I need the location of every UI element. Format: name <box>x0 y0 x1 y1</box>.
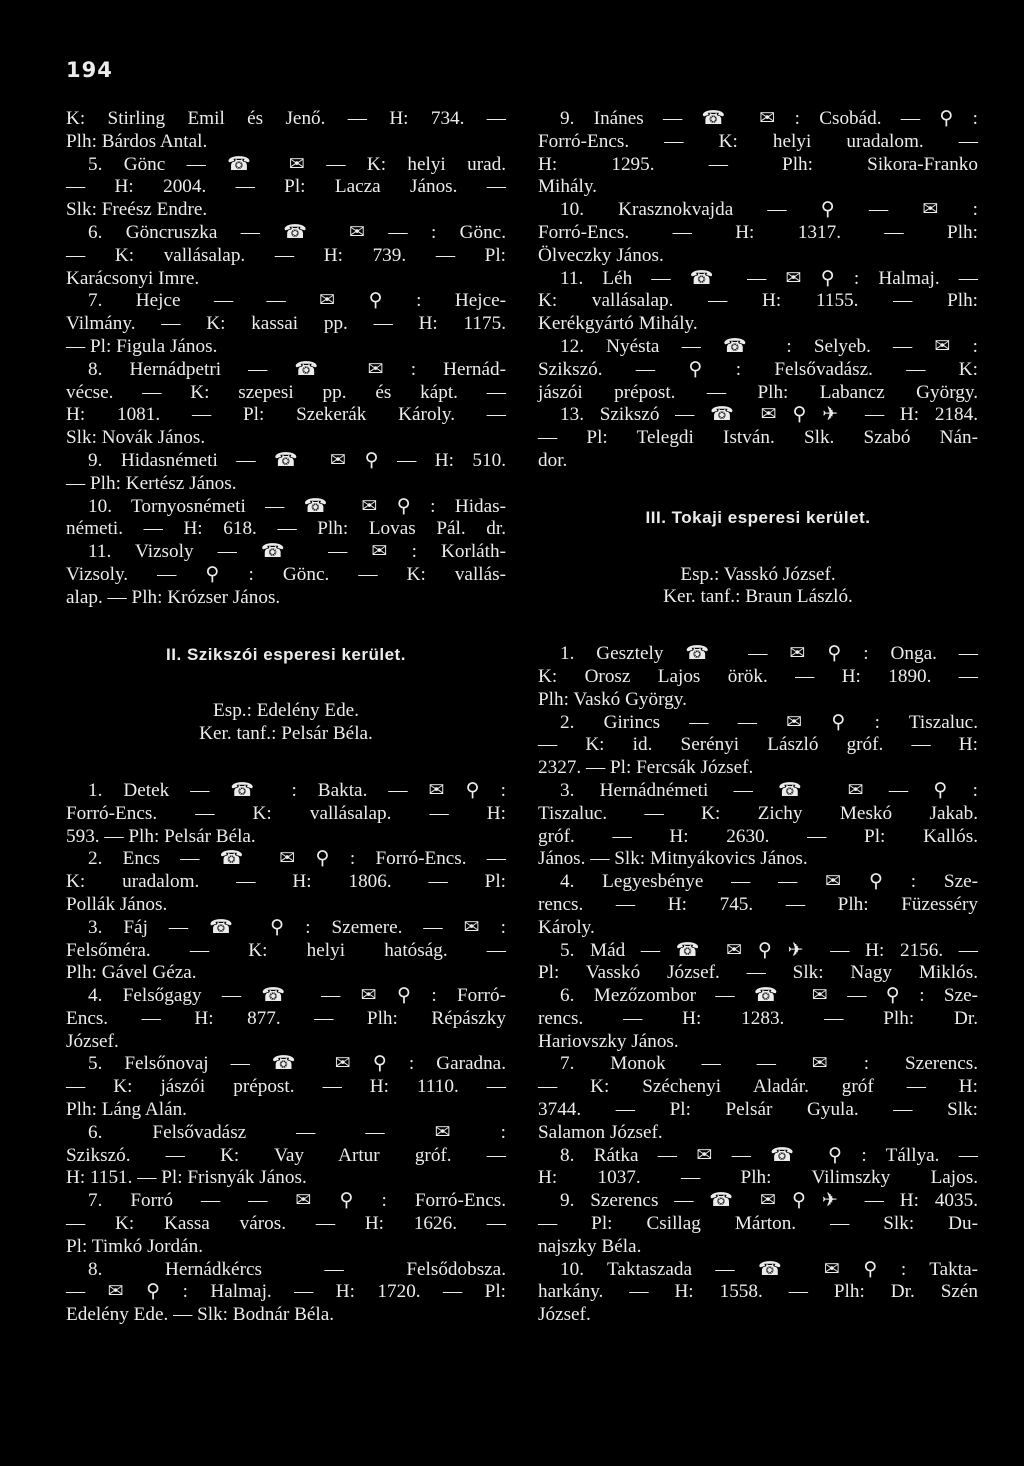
text-line: — ✉ ⚲ : Halmaj. — H: 1720. — Pl: <box>66 1281 506 1303</box>
text-line: H: 1295. — Plh: Sikora-Franko <box>538 153 978 175</box>
text-line: — K: Kassa város. — H: 1626. — <box>66 1213 506 1235</box>
line-spacer <box>66 746 506 780</box>
text-line: 7. Forró — — ✉ ⚲ : Forró-Encs. <box>88 1190 506 1212</box>
text-line: — K: vallásalap. — H: 739. — Pl: <box>66 244 506 266</box>
text-line: 2. Girincs — — ✉ ⚲ : Tiszaluc. <box>560 711 978 733</box>
text-line: 7. Hejce — — ✉ ⚲ : Hejce- <box>88 290 506 312</box>
text-line: 3. Fáj — ☎ ⚲ : Szemere. — ✉ : <box>88 916 506 938</box>
text-line: 3. Hernádnémeti — ☎ ✉ — ⚲ : <box>560 779 978 801</box>
text-line: Salamon József. <box>538 1121 663 1143</box>
text-line: Slk: Freész Endre. <box>66 199 208 221</box>
text-line: — Pl: Figula János. <box>66 335 218 357</box>
line-spacer <box>538 530 978 564</box>
text-line: Karácsonyi Imre. <box>66 267 200 289</box>
text-line: 12. Nyésta — ☎ : Selyeb. — ✉ : <box>560 335 978 357</box>
text-line: Edelény Ede. — Slk: Bodnár Béla. <box>66 1304 335 1326</box>
section-heading: II. Szikszói esperesi kerület. <box>166 644 406 664</box>
text-line: Szikszó. — K: Vay Artur gróf. — <box>66 1144 506 1166</box>
text-line: Slk: Novák János. <box>66 427 206 449</box>
text-line: Tiszaluc. — K: Zichy Meskó Jakab. <box>538 802 978 824</box>
text-line: Vilmány. — K: kassai pp. — H: 1175. <box>66 313 506 335</box>
text-line: Plh: Gável Géza. <box>66 962 197 984</box>
text-line: Forró-Encs. — K: helyi uradalom. — <box>538 130 978 152</box>
text-line: Felsőméra. — K: helyi hatóság. — <box>66 939 506 961</box>
text-line: K: Stirling Emil és Jenő. — H: 734. — <box>66 108 506 129</box>
text-line: Plh: Bárdos Antal. <box>66 130 208 152</box>
text-line: 6. Mezőzombor — ☎ ✉ — ⚲ : Sze- <box>560 985 978 1007</box>
text-line: Plh: Vaskó György. <box>538 688 687 710</box>
text-line: gróf. — H: 2630. — Pl: Kallós. <box>538 825 978 847</box>
text-line: 5. Felsőnovaj — ☎ ✉ ⚲ : Garadna. <box>88 1053 506 1075</box>
text-line: Plh: Láng Alán. <box>66 1099 187 1121</box>
text-line: vécse. — K: szepesi pp. és kápt. — <box>66 381 506 403</box>
text-line: 4. Legyesbénye — — ✉ ⚲ : Sze- <box>560 871 978 893</box>
text-line: Pl: Timkó Jordán. <box>66 1235 204 1257</box>
section-heading: III. Tokaji esperesi kerület. <box>645 507 871 527</box>
text-line: — H: 2004. — Pl: Lacza János. — <box>66 176 506 198</box>
text-line: rencs. — H: 1283. — Plh: Dr. <box>538 1007 978 1029</box>
line-spacer <box>66 610 506 644</box>
text-line: 6. Felsővadász — — ✉ : <box>88 1121 506 1143</box>
text-line: — K: id. Serényi László gróf. — H: <box>538 734 978 756</box>
text-line: 6. Göncruszka — ☎ ✉ — : Gönc. <box>88 221 506 243</box>
text-line: H: 1037. — Plh: Vilimszky Lajos. <box>538 1167 978 1189</box>
line-spacer <box>538 473 978 507</box>
text-line: 1. Detek — ☎ : Bakta. — ✉ ⚲ : <box>88 779 506 801</box>
text-line: H: 1081. — Pl: Szekerák Károly. — <box>66 404 506 426</box>
text-line: Forró-Encs. — H: 1317. — Plh: <box>538 221 978 243</box>
text-line: rencs. — H: 745. — Plh: Füzesséry <box>538 893 978 915</box>
text-line: Hariovszky János. <box>538 1030 679 1052</box>
section-officers: Ker. tanf.: Braun László. <box>663 586 853 608</box>
text-line: 10. Krasznokvajda — ⚲ — ✉ : <box>560 199 978 221</box>
text-line: németi. — H: 618. — Plh: Lovas Pál. dr. <box>66 518 506 540</box>
text-line: 3744. — Pl: Pelsár Gyula. — Slk: <box>538 1099 978 1121</box>
text-line: Károly. <box>538 916 595 938</box>
text-line: 13. Szikszó — ☎ ✉ ⚲ ✈ — H: 2184. <box>560 404 978 426</box>
text-line: — K: Széchenyi Aladár. gróf — H: <box>538 1076 978 1098</box>
text-line: 593. — Plh: Pelsár Béla. <box>66 825 256 847</box>
line-spacer <box>538 609 978 643</box>
text-line: K: Orosz Lajos örök. — H: 1890. — <box>538 665 978 687</box>
text-line: Pl: Vasskó József. — Slk: Nagy Miklós. <box>538 962 978 984</box>
line-spacer <box>66 666 506 700</box>
text-line: 4. Felsőgagy — ☎ — ✉ ⚲ : Forró- <box>88 985 506 1007</box>
text-line: 8. Hernádpetri — ☎ ✉ : Hernád- <box>88 358 506 380</box>
text-line: — Pl: Csillag Márton. — Slk: Du- <box>538 1213 978 1235</box>
text-line: dor. <box>538 449 568 471</box>
left-column <box>66 108 506 1327</box>
text-line: alap. — Plh: Krózser János. <box>66 586 281 608</box>
text-line: 8. Hernádkércs — Felsődobsza. <box>88 1258 506 1280</box>
text-line: 2. Encs — ☎ ✉ ⚲ : Forró-Encs. — <box>88 848 506 870</box>
text-line: 10. Tornyosnémeti — ☎ ✉ ⚲ : Hidas- <box>88 495 506 517</box>
text-line: K: uradalom. — H: 1806. — Pl: <box>66 871 506 893</box>
text-line: — K: jászói prépost. — H: 1110. — <box>66 1076 506 1098</box>
text-line: Ölveczky János. <box>538 244 664 266</box>
text-line: 5. Gönc — ☎ ✉ — K: helyi urad. <box>88 153 506 175</box>
text-line: H: 1151. — Pl: Frisnyák János. <box>66 1167 307 1189</box>
text-line: 8. Rátka — ✉ — ☎ ⚲ : Tállya. — <box>560 1144 978 1166</box>
text-line: — Plh: Kertész János. <box>66 472 237 494</box>
text-line: Szikszó. — ⚲ : Felsővadász. — K: <box>538 358 978 380</box>
page-number: 194 <box>66 58 113 82</box>
text-line: 7. Monok — — ✉ : Szerencs. <box>560 1053 978 1075</box>
text-line: Pollák János. <box>66 893 168 915</box>
text-line: 10. Taktaszada — ☎ ✉ ⚲ : Takta- <box>560 1258 978 1280</box>
text-line: Vizsoly. — ⚲ : Gönc. — K: vallás- <box>66 563 506 585</box>
text-line: najszky Béla. <box>538 1235 642 1257</box>
section-officers: Ker. tanf.: Pelsár Béla. <box>199 723 373 745</box>
text-line: harkány. — H: 1558. — Plh: Dr. Szén <box>538 1281 978 1303</box>
text-line: 9. Inánes — ☎ ✉ : Csobád. — ⚲ : <box>560 108 978 129</box>
text-line: Mihály. <box>538 176 597 198</box>
text-line: K: vallásalap. — H: 1155. — Plh: <box>538 290 978 312</box>
section-officers: Esp.: Vasskó József. <box>680 563 836 585</box>
text-line: 5. Mád — ☎ ✉ ⚲ ✈ — H: 2156. — <box>560 939 978 961</box>
text-line: — Pl: Telegdi István. Slk. Szabó Nán- <box>538 427 978 449</box>
right-column <box>538 108 978 1327</box>
text-line: 1. Gesztely ☎ — ✉ ⚲ : Onga. — <box>560 643 978 665</box>
text-line: 9. Hidasnémeti — ☎ ✉ ⚲ — H: 510. <box>88 449 506 471</box>
text-line: 11. Vizsoly — ☎ — ✉ : Korláth- <box>88 541 506 563</box>
section-officers: Esp.: Edelény Ede. <box>213 700 359 722</box>
text-line: Kerékgyártó Mihály. <box>538 313 698 335</box>
text-line: 2327. — Pl: Fercsák József. <box>538 757 754 779</box>
text-line: 9. Szerencs — ☎ ✉ ⚲ ✈ — H: 4035. <box>560 1190 978 1212</box>
text-line: Encs. — H: 877. — Plh: Répászky <box>66 1007 506 1029</box>
text-line: jászói prépost. — Plh: Labancz György. <box>538 381 978 403</box>
text-line: 11. Léh — ☎ — ✉ ⚲ : Halmaj. — <box>560 267 978 289</box>
text-line: Forró-Encs. — K: vallásalap. — H: <box>66 802 506 824</box>
text-line: József. <box>538 1304 591 1326</box>
text-line: János. — Slk: Mitnyákovics János. <box>538 848 808 870</box>
text-line: József. <box>66 1030 119 1052</box>
